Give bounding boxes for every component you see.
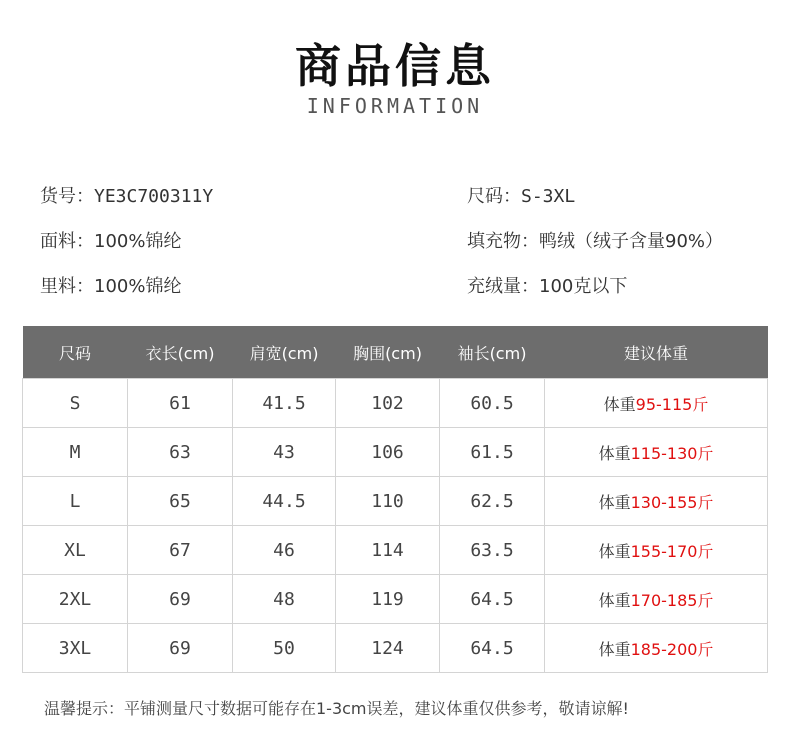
length-cell: 63 [128, 428, 233, 477]
page-subtitle: INFORMATION [306, 94, 484, 118]
weight-prefix: 体重 [603, 394, 636, 414]
info-value: YE3C700311Y [94, 186, 214, 207]
sleeve-cell: 61.5 [440, 428, 545, 477]
info-fabric [40, 227, 181, 253]
weight-range: 185-200斤 [630, 639, 714, 659]
chest-cell: 124 [336, 624, 440, 673]
length-cell: 69 [128, 575, 233, 624]
weight-cell [545, 379, 768, 428]
weight-prefix: 体重 [598, 443, 631, 463]
table-row [23, 526, 768, 575]
info-value: S-3XL [521, 186, 576, 207]
size-cell: L [23, 477, 128, 526]
shoulder-cell: 41.5 [233, 379, 336, 428]
length-cell: 65 [128, 477, 233, 526]
weight-cell [545, 526, 768, 575]
shoulder-cell: 46 [233, 526, 336, 575]
info-value: 100%锦纶 [94, 231, 182, 252]
chest-cell: 119 [336, 575, 440, 624]
weight-range: 95-115斤 [635, 394, 709, 414]
table-row [23, 379, 768, 428]
info-fill-amount [467, 272, 627, 298]
weight-cell [545, 428, 768, 477]
info-label: 尺码： [467, 186, 521, 207]
chest-cell: 106 [336, 428, 440, 477]
table-row [23, 575, 768, 624]
info-label: 里料： [40, 276, 94, 297]
table-header-row [23, 326, 768, 379]
size-cell: 3XL [23, 624, 128, 673]
weight-prefix: 体重 [598, 541, 631, 561]
info-label: 面料： [40, 231, 94, 252]
sleeve-cell: 63.5 [440, 526, 545, 575]
table-row [23, 624, 768, 673]
weight-range: 170-185斤 [630, 590, 714, 610]
sleeve-cell: 64.5 [440, 624, 545, 673]
size-cell: 2XL [23, 575, 128, 624]
size-cell: XL [23, 526, 128, 575]
sleeve-cell: 60.5 [440, 379, 545, 428]
column-header: 肩宽(cm) [233, 326, 336, 379]
column-header: 袖长(cm) [440, 326, 545, 379]
length-cell: 67 [128, 526, 233, 575]
weight-cell [545, 624, 768, 673]
shoulder-cell: 50 [233, 624, 336, 673]
info-item-no [40, 182, 213, 208]
length-cell: 69 [128, 624, 233, 673]
page-title: 商品信息 [295, 39, 495, 93]
chest-cell: 110 [336, 477, 440, 526]
weight-prefix: 体重 [598, 590, 631, 610]
size-chart-table [22, 326, 768, 673]
weight-range: 155-170斤 [630, 541, 714, 561]
weight-prefix: 体重 [598, 492, 631, 512]
chest-cell: 114 [336, 526, 440, 575]
info-label: 填充物： [467, 231, 539, 252]
table-row [23, 428, 768, 477]
info-size [467, 182, 575, 208]
info-filling [467, 227, 723, 253]
weight-range: 130-155斤 [630, 492, 714, 512]
info-value: 100克以下 [539, 276, 628, 297]
weight-cell [545, 575, 768, 624]
column-header: 衣长(cm) [128, 326, 233, 379]
column-header: 建议体重 [545, 326, 768, 379]
size-cell: M [23, 428, 128, 477]
info-lining [40, 272, 181, 298]
sleeve-cell: 64.5 [440, 575, 545, 624]
shoulder-cell: 43 [233, 428, 336, 477]
sleeve-cell: 62.5 [440, 477, 545, 526]
chest-cell: 102 [336, 379, 440, 428]
shoulder-cell: 44.5 [233, 477, 336, 526]
length-cell: 61 [128, 379, 233, 428]
info-value: 鸭绒（绒子含量90%） [539, 231, 724, 252]
column-header: 尺码 [23, 326, 128, 379]
info-label: 充绒量： [467, 276, 539, 297]
info-value: 100%锦纶 [94, 276, 182, 297]
weight-range: 115-130斤 [630, 443, 714, 463]
info-label: 货号： [40, 186, 94, 207]
shoulder-cell: 48 [233, 575, 336, 624]
weight-cell [545, 477, 768, 526]
table-row [23, 477, 768, 526]
column-header: 胸围(cm) [336, 326, 440, 379]
size-cell: S [23, 379, 128, 428]
weight-prefix: 体重 [598, 639, 631, 659]
measurement-note: 温馨提示：平铺测量尺寸数据可能存在1-3cm误差，建议体重仅供参考，敬请谅解! [44, 699, 629, 718]
